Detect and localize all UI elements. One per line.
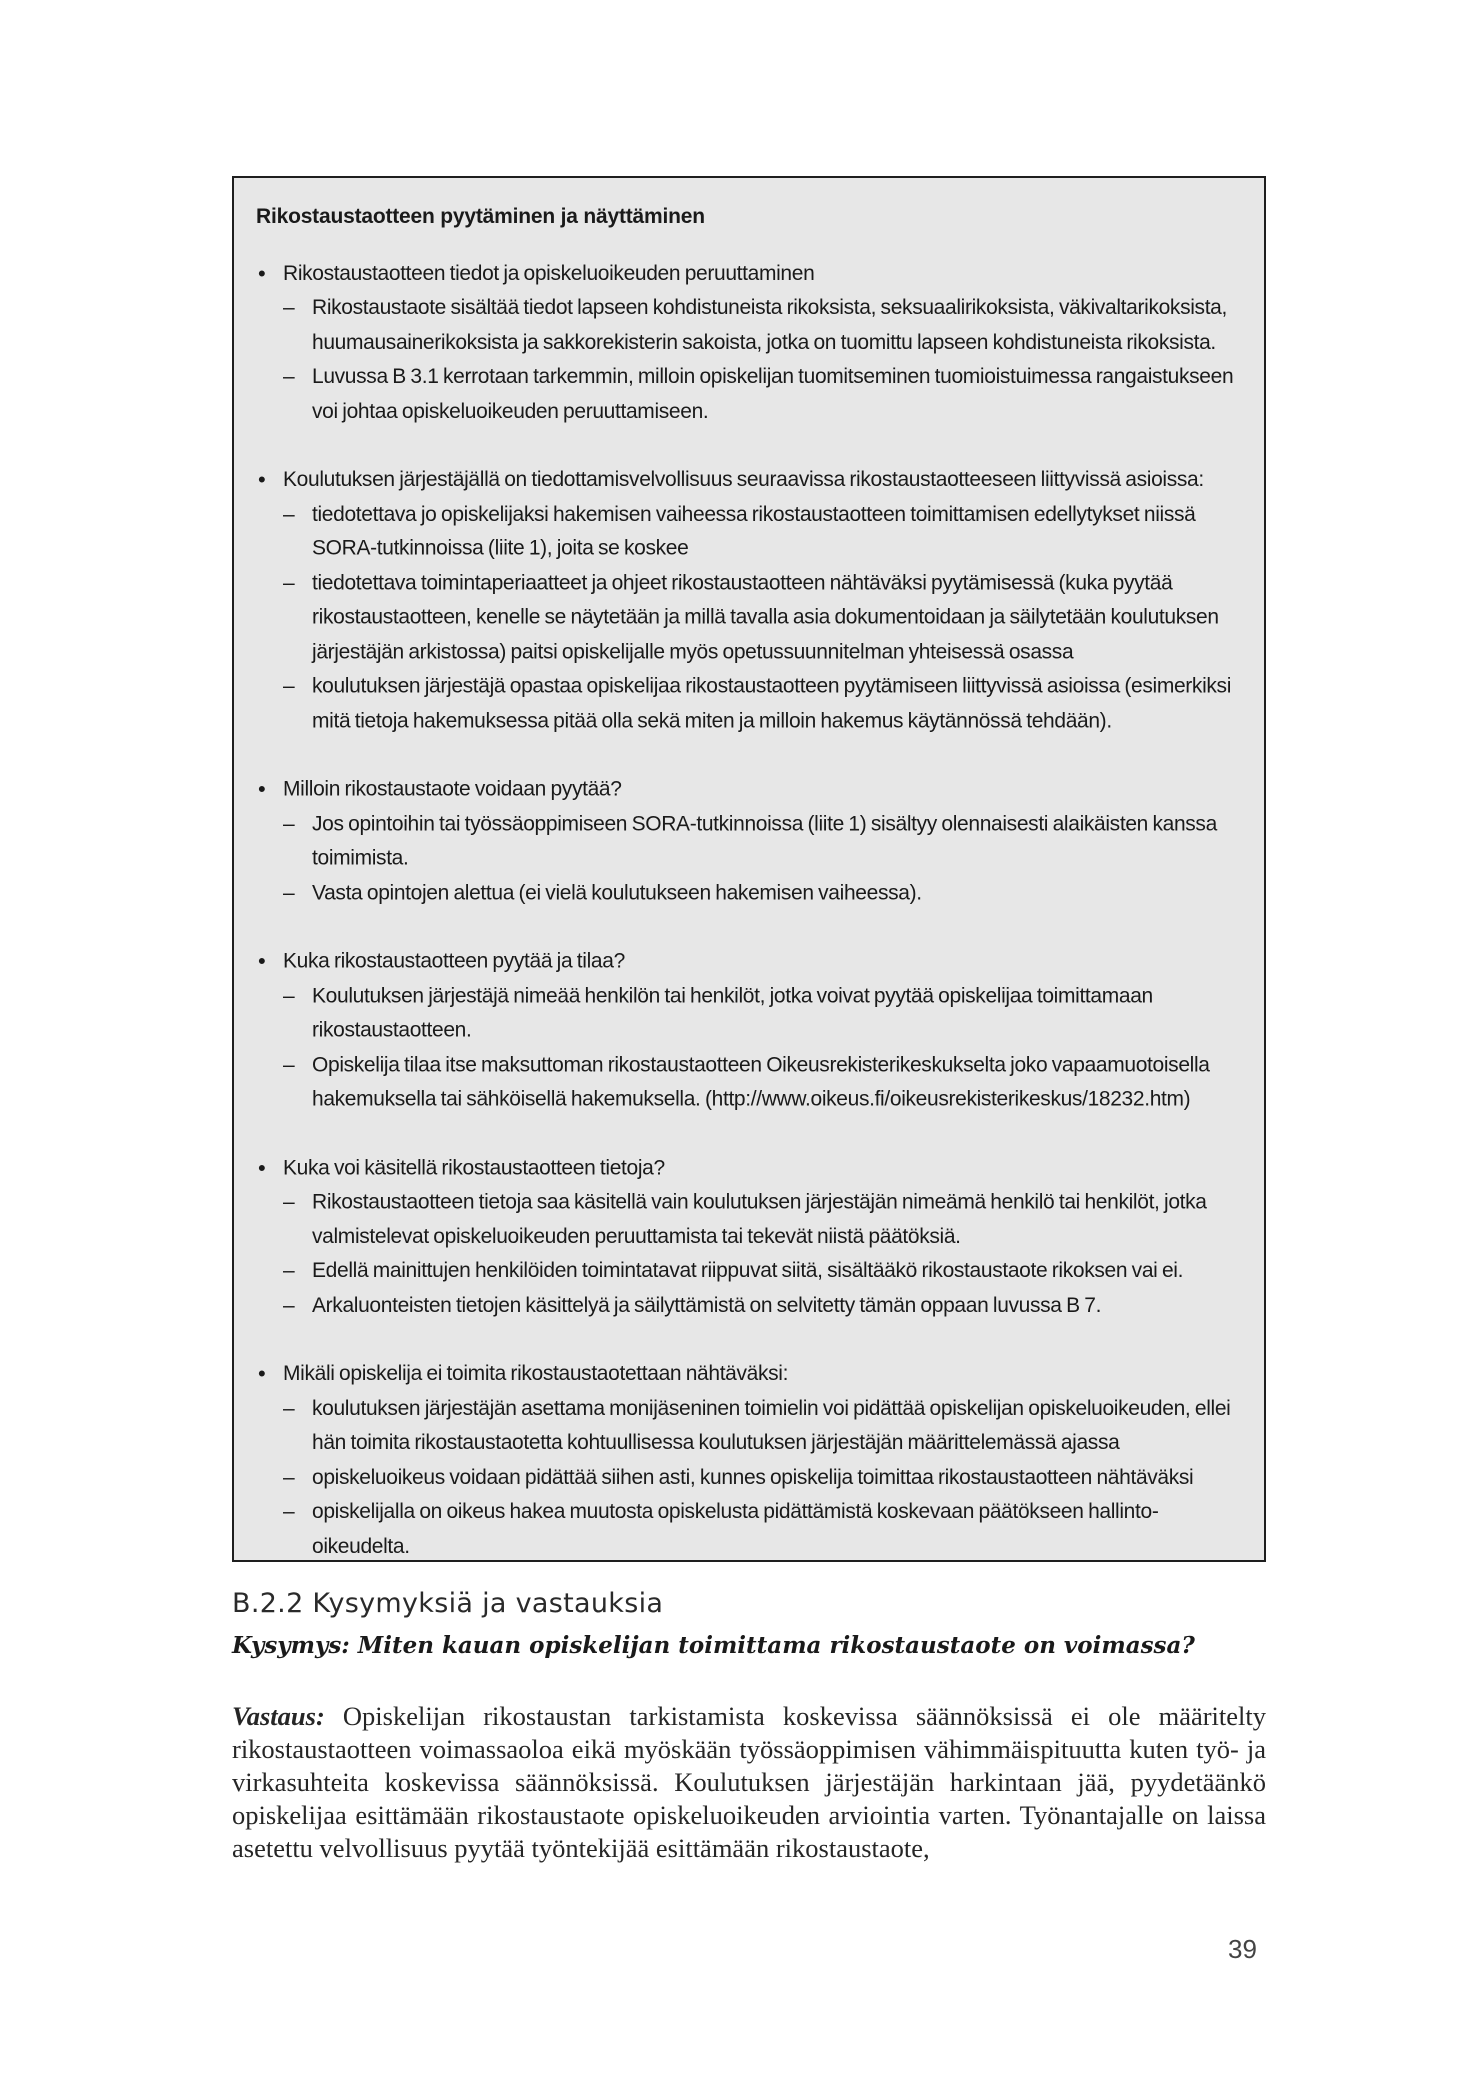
dash-item: – Vasta opintojen alettua (ei vielä koulutukseen hakemisen vaiheessa). (256, 876, 1236, 910)
box-section-6 (256, 1357, 1236, 1564)
box-section-3 (256, 773, 1236, 911)
dash-item: – Luvussa B 3.1 kerrotaan tarkemmin, milloin opiskelijan tuomitseminen tuomioistuimessa rangaistukseen voi johtaa opiskeluoikeuden peruuttamiseen. (256, 360, 1236, 429)
answer-paragraph (232, 1700, 1266, 1865)
dash-item: – tiedotettava jo opiskelijaksi hakemisen vaiheessa rikostaustaotteen toimittamisen edellytykset niissä SORA-tutkinnoissa (liite 1), joita se koskee (256, 497, 1236, 566)
dash-item: – tiedotettava toimintaperiaatteet ja ohjeet rikostaustaotteen nähtäväksi pyytämisessä (kuka pyytää rikostaustaotteen, kenelle se näytetään ja millä tavalla asia dokumentoidaan ja säilytetään koulutuksen järjestäjän arkistossa) paitsi opiskelijalle myös opetussuunnitelman yhteisessä osassa (256, 566, 1236, 669)
dash-item: – Opiskelija tilaa itse maksuttoman rikostaustaotteen Oikeusrekisterikeskukselta joko vapaamuotoisella hakemuksella tai sähköisellä hakemuksella. (http://www.oikeus.fi/oikeusrekisterikeskus/18232.htm) (256, 1048, 1236, 1117)
bullet-item: • Milloin rikostaustaote voidaan pyytää? (256, 773, 1236, 807)
bullet-item: • Mikäli opiskelija ei toimita rikostaustaotettaan nähtäväksi: (256, 1357, 1236, 1391)
answer-text: Opiskelijan rikostaustan tarkistamista koskevissa säännöksissä ei ole määritelty rikostaustaotteen voimassaoloa eikä myöskään työssäoppimisen vähimmäispituutta kuten työ- ja virkasuhteita koskevissa säännöksissä. Koulutuksen järjestäjän harkintaan jää, pyydetäänkö opiskelijaa esittämään rikostaustaote opiskeluoikeuden arviointia varten. Työnantajalle on laissa asetettu velvollisuus pyytää työntekijää esittämään rikostaustaote, (232, 1701, 1267, 1863)
dash-item: – Rikostaustaote sisältää tiedot lapseen kohdistuneista rikoksista, seksuaalirikoksista, väkivaltarikoksista, huumausainerikoksista ja sakkorekisterin sakoista, jotka on tuomittu lapseen kohdistuneista rikoksista. (256, 291, 1236, 360)
box-section-2 (256, 463, 1236, 739)
dash-item: – Koulutuksen järjestäjä nimeää henkilön tai henkilöt, jotka voivat pyytää opiskelijaa toimittamaan rikostaustaotteen. (256, 979, 1236, 1048)
dash-item: – Rikostaustaotteen tietoja saa käsitellä vain koulutuksen järjestäjän nimeämä henkilö tai henkilöt, jotka valmistelevat opiskeluoikeuden peruuttamista tai tekevät niistä päätöksiä. (256, 1185, 1236, 1254)
box-section-1 (256, 256, 1236, 428)
question-line: Kysymys: Miten kauan opiskelijan toimittama rikostaustaote on voimassa? (232, 1632, 1195, 1659)
bullet-item: • Koulutuksen järjestäjällä on tiedottamisvelvollisuus seuraavissa rikostaustaotteeseen liittyvissä asioissa: (256, 463, 1236, 497)
dash-item: – koulutuksen järjestäjä opastaa opiskelijaa rikostaustaotteen pyytämiseen liittyvissä asioissa (esimerkiksi mitä tietoja hakemuksessa pitää olla sekä miten ja milloin hakemus käytännössä tehdään). (256, 670, 1236, 739)
section-heading: B.2.2 Kysymyksiä ja vastauksia (232, 1588, 664, 1619)
info-box (232, 176, 1266, 1562)
dash-item: – koulutuksen järjestäjän asettama monijäseninen toimielin voi pidättää opiskelijan opiskeluoikeuden, ellei hän toimita rikostaustaotetta kohtuullisessa koulutuksen järjestäjän määrittelemässä ajassa (256, 1392, 1236, 1461)
dash-item: – opiskeluoikeus voidaan pidättää siihen asti, kunnes opiskelija toimittaa rikostaustaotteen nähtäväksi (256, 1461, 1236, 1495)
bullet-item: • Kuka rikostaustaotteen pyytää ja tilaa? (256, 944, 1236, 978)
bullet-item: • Kuka voi käsitellä rikostaustaotteen tietoja? (256, 1151, 1236, 1185)
bullet-item: • Rikostaustaotteen tiedot ja opiskeluoikeuden peruuttaminen (256, 256, 1236, 290)
box-section-4 (256, 944, 1236, 1116)
page-number: 39 (1228, 1934, 1257, 1964)
dash-item: – opiskelijalla on oikeus hakea muutosta opiskelusta pidättämistä koskevaan päätökseen hallinto-oikeudelta. (256, 1495, 1236, 1564)
dash-item: – Arkaluonteisten tietojen käsittelyä ja säilyttämistä on selvitetty tämän oppaan luvussa B 7. (256, 1289, 1236, 1323)
dash-item: – Jos opintoihin tai työssäoppimiseen SORA-tutkinnoissa (liite 1) sisältyy olennaisesti alaikäisten kanssa toimimista. (256, 807, 1236, 876)
answer-label: Vastaus: (232, 1701, 325, 1731)
box-title: Rikostaustaotteen pyytäminen ja näyttäminen (256, 204, 705, 228)
box-section-5 (256, 1151, 1236, 1323)
dash-item: – Edellä mainittujen henkilöiden toimintatavat riippuvat siitä, sisältääkö rikostaustaote rikoksen vai ei. (256, 1254, 1236, 1288)
